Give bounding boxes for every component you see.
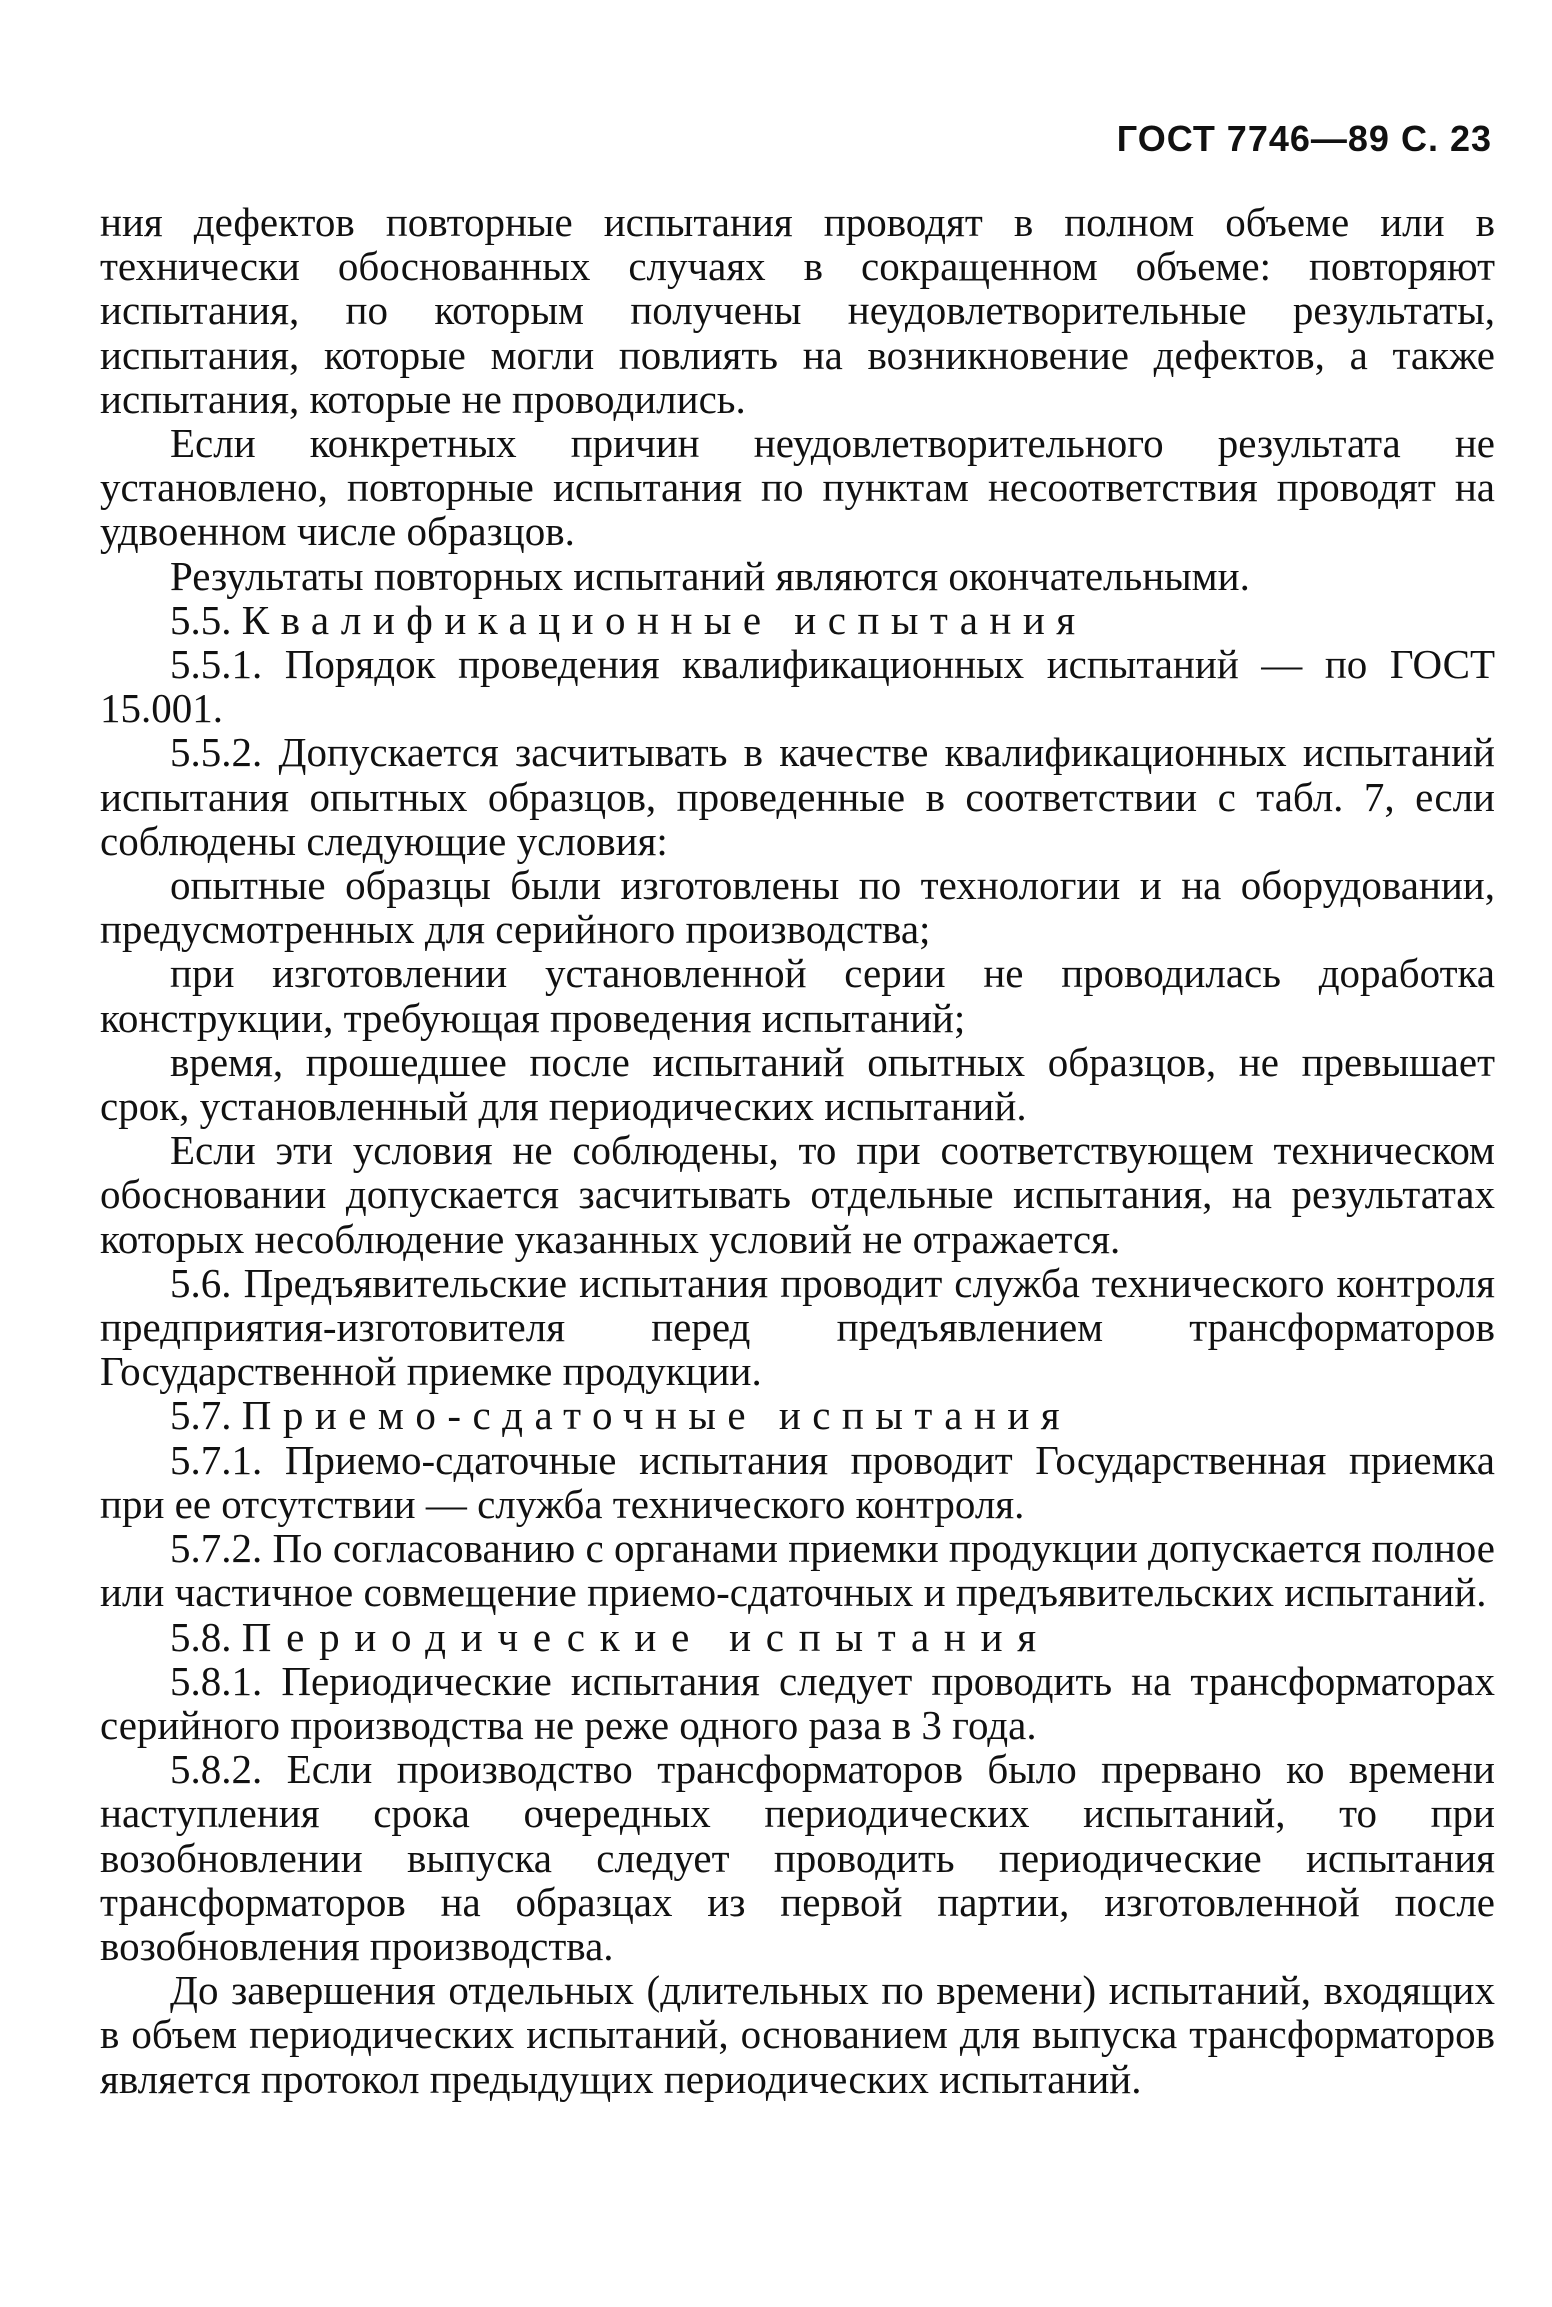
clause-5-5-2: 5.5.2. Допускается засчитывать в качестве квалификационных испытаний испытания опытных образцов, проведенные в соответствии с табл. 7, если соблюдены следующие условия:	[100, 729, 1495, 864]
clause-5-8-2: 5.8.2. Если производство трансформаторов было прервано ко времени наступления срока очередных периодических испытаний, то при возобновлении выпуска следует проводить периодические испытания трансформаторов на образцах из первой партии, изготовленной после возобновления производства.	[100, 1746, 1495, 1969]
paragraph-repeat-tests: Если конкретных причин неудовлетворительного результата не установлено, повторные испытания по пунктам несоответствия проводят на удвоенном числе образцов.	[100, 420, 1495, 555]
condition-item-1: опытные образцы были изготовлены по технологии и на оборудовании, предусмотренных для серийного производства;	[100, 862, 1495, 953]
paragraph-conditions-not-met: Если эти условия не соблюдены, то при соответствующем техническом обосновании допускается засчитывать отдельные испытания, на результатах которых несоблюдение указанных условий не отражается.	[100, 1127, 1495, 1262]
clause-5-7-1: 5.7.1. Приемо-сдаточные испытания проводит Государственная приемка при ее отсутствии — служба технического контроля.	[100, 1436, 1495, 1527]
section-title: Квалификационные испытания	[241, 596, 1087, 643]
clause-5-8-1: 5.8.1. Периодические испытания следует проводить на трансформаторах серийного производства не реже одного раза в 3 года.	[100, 1657, 1495, 1748]
section-number: 5.8.	[170, 1613, 232, 1660]
page-header: ГОСТ 7746—89 С. 23	[1116, 118, 1492, 159]
condition-item-3: время, прошедшее после испытаний опытных образцов, не превышает срок, установленный для периодических испытаний.	[100, 1038, 1495, 1130]
page-body	[100, 200, 1495, 2101]
section-heading-5-5	[100, 598, 1495, 642]
section-heading-5-8	[100, 1615, 1495, 1659]
section-number: 5.5.	[170, 596, 232, 643]
clause-5-6: 5.6. Предъявительские испытания проводит служба технического контроля предприятия-изготовителя перед предъявлением трансформаторов Государственной приемке продукции.	[100, 1259, 1495, 1395]
section-title: Периодические испытания	[241, 1613, 1051, 1660]
paragraph-final-results: Результаты повторных испытаний являются окончательными.	[170, 552, 1250, 599]
section-heading-5-7	[100, 1393, 1495, 1437]
section-number: 5.7.	[170, 1392, 232, 1439]
section-title: Приемо-сдаточные испытания	[241, 1392, 1072, 1439]
paragraph-release-basis: До завершения отдельных (длительных по времени) испытаний, входящих в объем периодических испытаний, основанием для выпуска трансформаторов является протокол предыдущих периодических испытаний.	[100, 1967, 1495, 2102]
clause-5-5-1: 5.5.1. Порядок проведения квалификационных испытаний — по ГОСТ 15.001.	[100, 641, 1495, 732]
condition-item-2: при изготовлении установленной серии не проводилась доработка конструкции, требующая проведения испытаний;	[100, 950, 1495, 1041]
clause-5-7-2: 5.7.2. По согласованию с органами приемки продукции допускается полное или частичное совмещение приемо-сдаточных и предъявительских испытаний.	[100, 1525, 1495, 1616]
paragraph-continuation: ния дефектов повторные испытания проводят в полном объеме или в технически обоснованных случаях в сокращенном объеме: повторяют испытания, по которым получены неудовлетворительные результаты, испытания, которые могли повлиять на возникновение дефектов, а также испытания, которые не проводились.	[100, 199, 1495, 422]
